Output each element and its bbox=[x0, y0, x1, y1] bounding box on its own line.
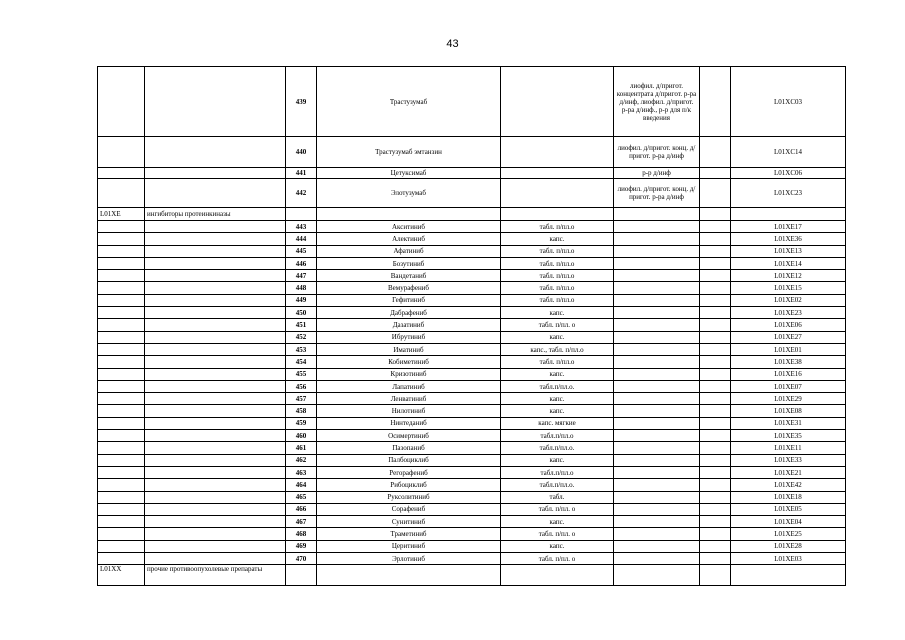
row-number: 443 bbox=[286, 221, 317, 233]
table-row bbox=[98, 294, 846, 306]
table-row bbox=[98, 307, 846, 319]
table-row bbox=[98, 245, 846, 257]
dosage-form bbox=[501, 137, 614, 168]
row-number: 470 bbox=[286, 553, 317, 565]
dosage-form: табл. п/пл.о bbox=[501, 270, 614, 282]
table-row bbox=[98, 319, 846, 331]
dosage-form: табл. п/пл. о bbox=[501, 528, 614, 540]
atc-code: L01XC03 bbox=[731, 67, 846, 137]
dosage-form: табл. п/пл.о bbox=[501, 245, 614, 257]
drug-name: Нинтеданиб bbox=[317, 417, 501, 429]
row-number: 468 bbox=[286, 528, 317, 540]
dosage-form: капс. мягкие bbox=[501, 417, 614, 429]
atc-code: L01XE17 bbox=[731, 221, 846, 233]
row-number: 446 bbox=[286, 257, 317, 269]
drug-name: Нилотиниб bbox=[317, 405, 501, 417]
row-number: 454 bbox=[286, 356, 317, 368]
table-row bbox=[98, 528, 846, 540]
row-number: 451 bbox=[286, 319, 317, 331]
row-number: 440 bbox=[286, 137, 317, 168]
dosage-form-extended: лиофил. д/пригот. концентрата д/пригот. р-ра д/инф, лиофил. д/пригот. р-ра д/инф., р-р для п/к введения bbox=[614, 67, 700, 137]
drug-name: Трастузумаб эмтанзин bbox=[317, 137, 501, 168]
row-number: 441 bbox=[286, 168, 317, 179]
row-number: 459 bbox=[286, 417, 317, 429]
drug-name: Руксолитиниб bbox=[317, 491, 501, 503]
drug-name: Элотузумаб bbox=[317, 179, 501, 208]
table-row bbox=[98, 430, 846, 442]
dosage-form-extended: лиофил. д/пригот. конц. д/пригот. р-ра д/инф bbox=[614, 137, 700, 168]
row-number: 442 bbox=[286, 179, 317, 208]
atc-code: L01XE35 bbox=[731, 430, 846, 442]
row-number: 453 bbox=[286, 343, 317, 355]
dosage-form: табл.п/пл.о bbox=[501, 466, 614, 478]
atc-code: L01XE29 bbox=[731, 393, 846, 405]
dosage-form: капс. bbox=[501, 331, 614, 343]
atc-code: L01XE11 bbox=[731, 442, 846, 454]
drug-name: Трастузумаб bbox=[317, 67, 501, 137]
atc-code: L01XE08 bbox=[731, 405, 846, 417]
table-row bbox=[98, 168, 846, 179]
row-number: 462 bbox=[286, 454, 317, 466]
drug-name: Пазопаниб bbox=[317, 442, 501, 454]
dosage-form-extended: лиофил. д/пригот. конц. д/пригот. р-ра д/инф bbox=[614, 179, 700, 208]
atc-code: L01XE25 bbox=[731, 528, 846, 540]
atc-code: L01XE01 bbox=[731, 343, 846, 355]
row-number: 448 bbox=[286, 282, 317, 294]
row-number: 439 bbox=[286, 67, 317, 137]
row-number: 450 bbox=[286, 307, 317, 319]
row-number: 463 bbox=[286, 466, 317, 478]
row-number: 445 bbox=[286, 245, 317, 257]
drug-name: Акситиниб bbox=[317, 221, 501, 233]
atc-code: L01XE05 bbox=[731, 503, 846, 515]
atc-code: L01XC06 bbox=[731, 168, 846, 179]
row-number: 447 bbox=[286, 270, 317, 282]
row-number: 461 bbox=[286, 442, 317, 454]
dosage-form: табл. п/пл. о bbox=[501, 503, 614, 515]
row-number: 465 bbox=[286, 491, 317, 503]
drug-name: Лапатиниб bbox=[317, 380, 501, 392]
group-row-l01xe bbox=[98, 208, 846, 221]
table-row bbox=[98, 343, 846, 355]
dosage-form: табл. п/пл.о bbox=[501, 356, 614, 368]
row-number: 456 bbox=[286, 380, 317, 392]
table-row bbox=[98, 67, 846, 137]
table-row bbox=[98, 137, 846, 168]
atc-code: L01XE07 bbox=[731, 380, 846, 392]
page-number: 43 bbox=[446, 38, 459, 50]
drug-name: Рибоциклиб bbox=[317, 479, 501, 491]
atc-code: L01XC23 bbox=[731, 179, 846, 208]
row-number: 458 bbox=[286, 405, 317, 417]
drug-name: Дабрафениб bbox=[317, 307, 501, 319]
atc-code: L01XE16 bbox=[731, 368, 846, 380]
dosage-form: капс. bbox=[501, 307, 614, 319]
dosage-form: табл. п/пл. о bbox=[501, 319, 614, 331]
table-row bbox=[98, 393, 846, 405]
atc-code: L01XE18 bbox=[731, 491, 846, 503]
atc-code: L01XE42 bbox=[731, 479, 846, 491]
dosage-form bbox=[501, 67, 614, 137]
group-row-l01xx bbox=[98, 565, 846, 586]
dosage-form-extended: р-р д/инф bbox=[614, 168, 700, 179]
drug-name: Осимертиниб bbox=[317, 430, 501, 442]
atc-code: L01XE14 bbox=[731, 257, 846, 269]
dosage-form: табл. п/пл. о bbox=[501, 553, 614, 565]
atc-code: L01XE21 bbox=[731, 466, 846, 478]
atc-code: L01XE36 bbox=[731, 233, 846, 245]
table-row bbox=[98, 233, 846, 245]
table-row bbox=[98, 368, 846, 380]
row-number: 460 bbox=[286, 430, 317, 442]
table-footer-group bbox=[98, 565, 846, 586]
dosage-form: капс. bbox=[501, 405, 614, 417]
dosage-form: табл.п/пл.о. bbox=[501, 442, 614, 454]
atc-code: L01XE38 bbox=[731, 356, 846, 368]
drug-name: Ленватиниб bbox=[317, 393, 501, 405]
atc-code: L01XE23 bbox=[731, 307, 846, 319]
table-row bbox=[98, 442, 846, 454]
row-number: 469 bbox=[286, 540, 317, 552]
table-row bbox=[98, 479, 846, 491]
table-row bbox=[98, 270, 846, 282]
drug-name: Церитиниб bbox=[317, 540, 501, 552]
drug-name: Эрлотиниб bbox=[317, 553, 501, 565]
drug-name: Иматиниб bbox=[317, 343, 501, 355]
dosage-form bbox=[501, 168, 614, 179]
table-row bbox=[98, 179, 846, 208]
atc-code: L01XE28 bbox=[731, 540, 846, 552]
group-code: L01XE bbox=[98, 208, 145, 221]
table-row bbox=[98, 405, 846, 417]
atc-code: L01XE12 bbox=[731, 270, 846, 282]
table-row bbox=[98, 516, 846, 528]
dosage-form: капс. bbox=[501, 540, 614, 552]
group-code: L01XX bbox=[98, 565, 145, 586]
dosage-form: капс. bbox=[501, 454, 614, 466]
dosage-form: табл. п/пл.о bbox=[501, 294, 614, 306]
dosage-form: табл. п/пл.о bbox=[501, 282, 614, 294]
row-number: 455 bbox=[286, 368, 317, 380]
row-number: 466 bbox=[286, 503, 317, 515]
row-number: 464 bbox=[286, 479, 317, 491]
atc-code: L01XE13 bbox=[731, 245, 846, 257]
dosage-form: табл.п/пл.о. bbox=[501, 380, 614, 392]
dosage-form: табл. п/пл.о bbox=[501, 257, 614, 269]
inhibitor-rows bbox=[98, 221, 846, 565]
table-row bbox=[98, 257, 846, 269]
row-number: 449 bbox=[286, 294, 317, 306]
table-row bbox=[98, 503, 846, 515]
dosage-form: капс. bbox=[501, 393, 614, 405]
dosage-form: капс. bbox=[501, 516, 614, 528]
table-body bbox=[98, 67, 846, 221]
table-row bbox=[98, 417, 846, 429]
dosage-form: капс., табл. п/пл.о bbox=[501, 343, 614, 355]
table-row bbox=[98, 221, 846, 233]
atc-code: L01XE06 bbox=[731, 319, 846, 331]
atc-code: L01XE02 bbox=[731, 294, 846, 306]
dosage-form bbox=[501, 179, 614, 208]
table-row bbox=[98, 380, 846, 392]
row-number: 444 bbox=[286, 233, 317, 245]
atc-code: L01XE27 bbox=[731, 331, 846, 343]
row-number: 467 bbox=[286, 516, 317, 528]
table-row bbox=[98, 491, 846, 503]
drug-name: Бозутиниб bbox=[317, 257, 501, 269]
atc-code: L01XE15 bbox=[731, 282, 846, 294]
drug-name: Алектиниб bbox=[317, 233, 501, 245]
dosage-form: капс. bbox=[501, 233, 614, 245]
table-row bbox=[98, 331, 846, 343]
drug-name: Цетуксимаб bbox=[317, 168, 501, 179]
table-row bbox=[98, 466, 846, 478]
atc-code: L01XE33 bbox=[731, 454, 846, 466]
drug-name: Дазатиниб bbox=[317, 319, 501, 331]
drug-name: Сорафениб bbox=[317, 503, 501, 515]
table-row bbox=[98, 540, 846, 552]
table-row bbox=[98, 553, 846, 565]
table-row bbox=[98, 282, 846, 294]
table-row bbox=[98, 356, 846, 368]
drug-name: Палбоциклиб bbox=[317, 454, 501, 466]
table-row bbox=[98, 454, 846, 466]
drug-name: Афатиниб bbox=[317, 245, 501, 257]
drug-name: Ибрутиниб bbox=[317, 331, 501, 343]
dosage-form: табл. bbox=[501, 491, 614, 503]
dosage-form: капс. bbox=[501, 368, 614, 380]
drug-name: Гефитиниб bbox=[317, 294, 501, 306]
drug-name: Траметиниб bbox=[317, 528, 501, 540]
group-title: ингибиторы протеинкиназы bbox=[145, 208, 286, 221]
drug-table bbox=[97, 66, 846, 586]
row-number: 452 bbox=[286, 331, 317, 343]
dosage-form: табл. п/пл.о bbox=[501, 221, 614, 233]
drug-name: Вандетаниб bbox=[317, 270, 501, 282]
drug-name: Регорафениб bbox=[317, 466, 501, 478]
drug-name: Вемурафениб bbox=[317, 282, 501, 294]
atc-code: L01XC14 bbox=[731, 137, 846, 168]
atc-code: L01XE04 bbox=[731, 516, 846, 528]
dosage-form: табл.п/пл.о bbox=[501, 430, 614, 442]
drug-name: Кобиметиниб bbox=[317, 356, 501, 368]
row-number: 457 bbox=[286, 393, 317, 405]
atc-code: L01XE03 bbox=[731, 553, 846, 565]
drug-name: Кризотиниб bbox=[317, 368, 501, 380]
dosage-form: табл.п/пл.о. bbox=[501, 479, 614, 491]
atc-code: L01XE31 bbox=[731, 417, 846, 429]
group-title: прочие противоопухолевые препараты bbox=[145, 565, 286, 586]
drug-name: Сунитиниб bbox=[317, 516, 501, 528]
